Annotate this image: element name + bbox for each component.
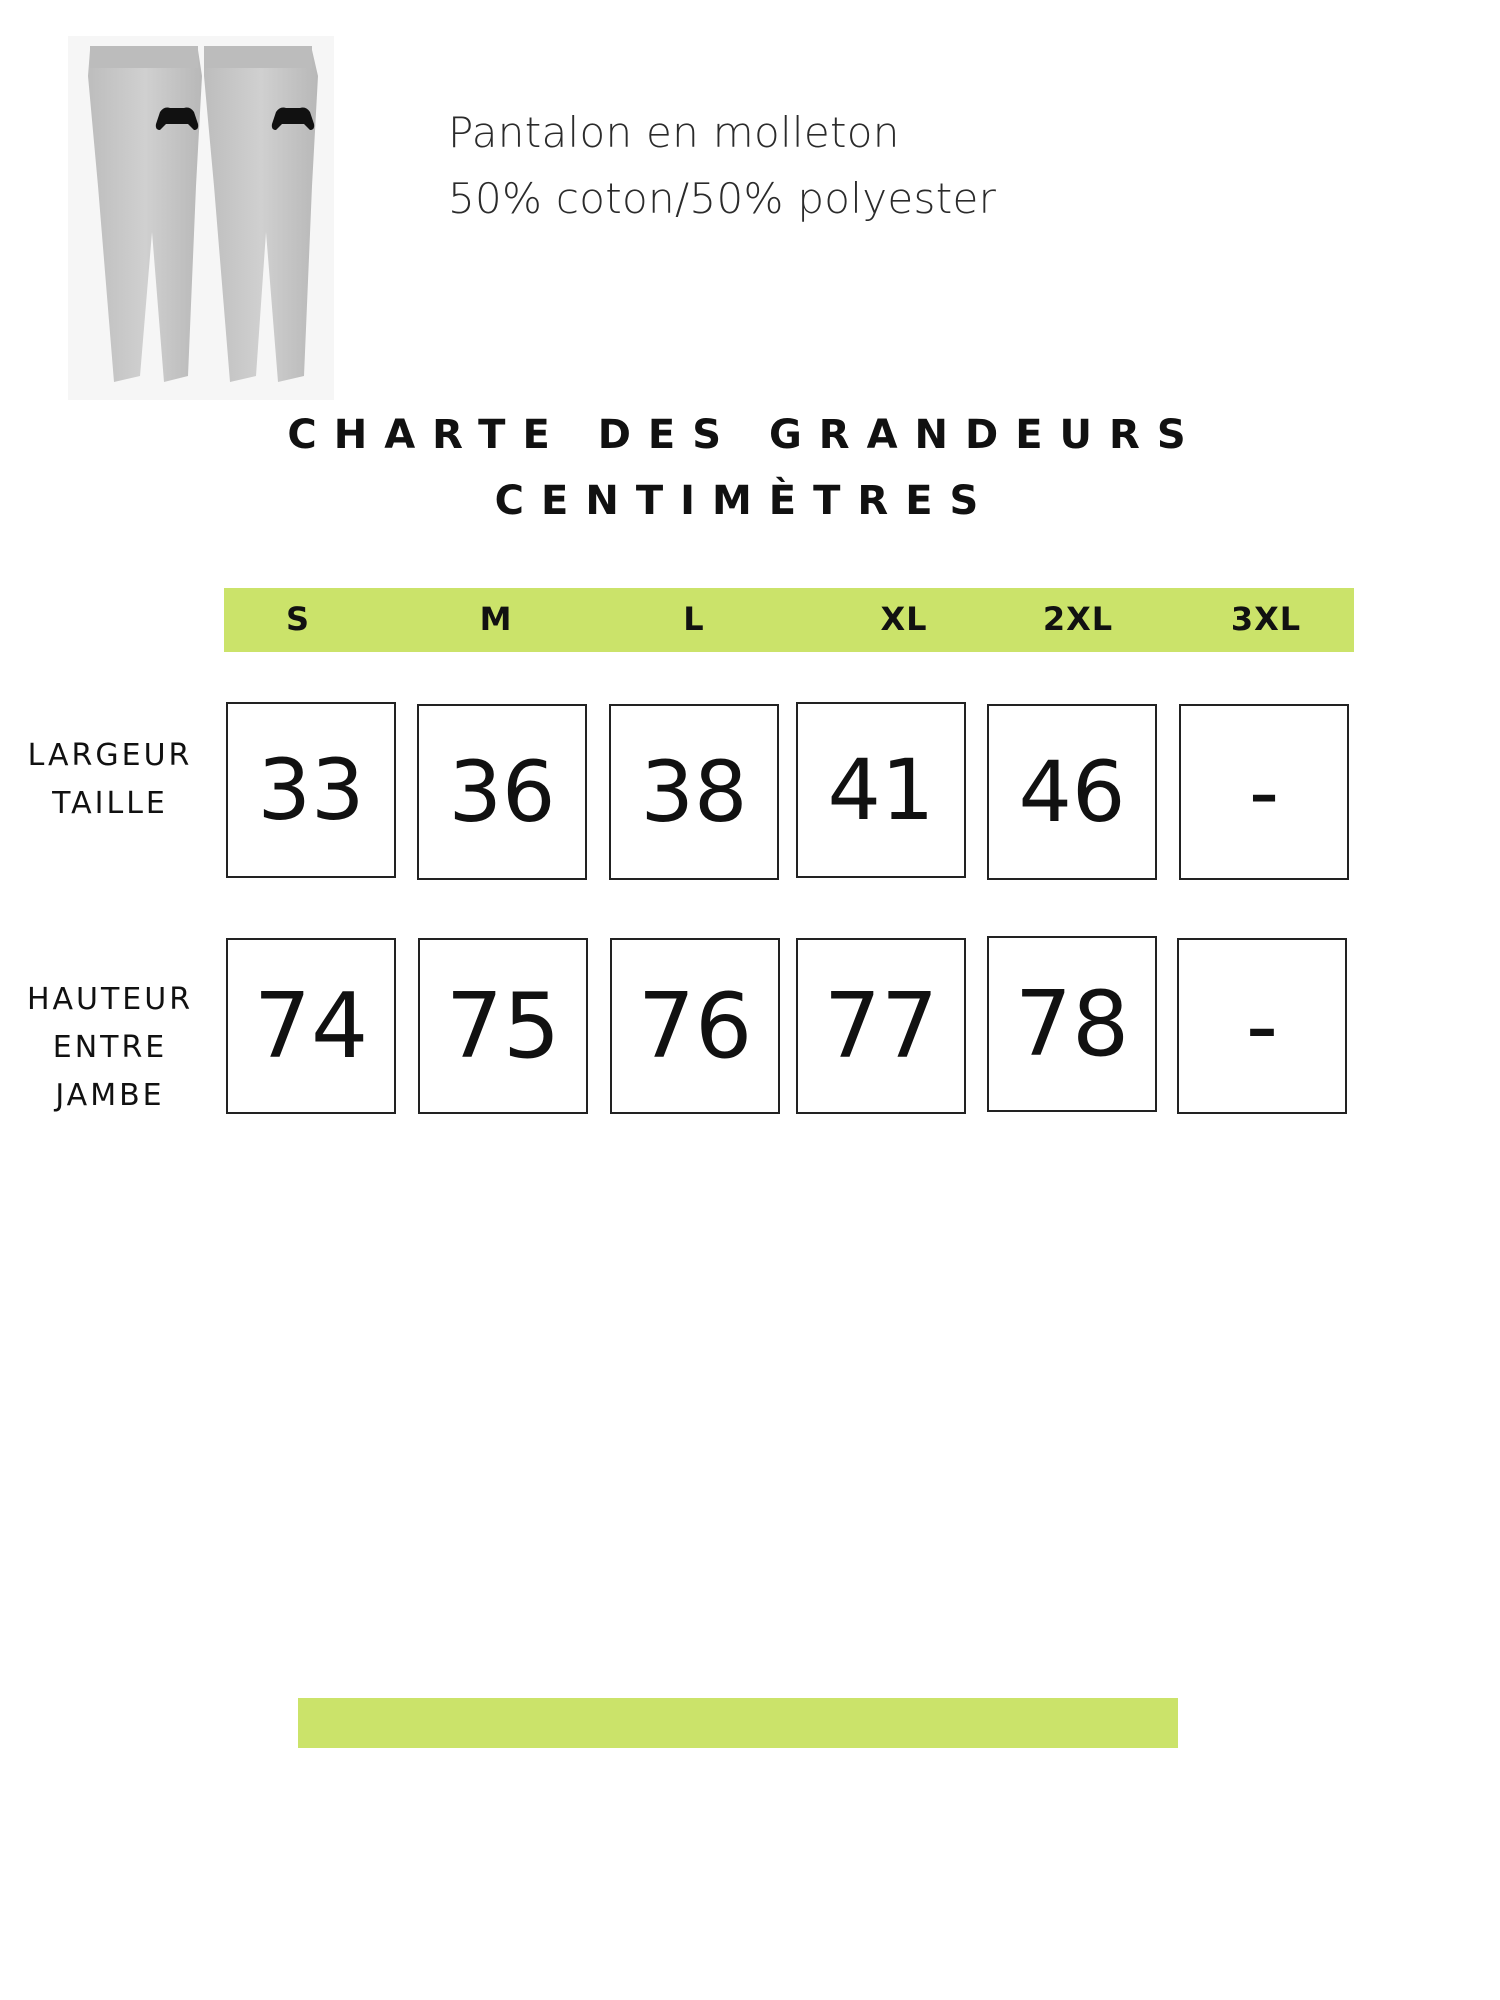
value-cell: 46 [987, 704, 1157, 880]
value-cell: 74 [226, 938, 396, 1114]
product-image [68, 36, 334, 400]
row-label-inseam [0, 976, 220, 1120]
value-cell: 33 [226, 702, 396, 878]
size-label-m: M [479, 600, 513, 638]
bottom-accent-bar [298, 1698, 1178, 1748]
product-description [448, 100, 996, 232]
size-label-s: S [285, 600, 311, 638]
size-label-2xl: 2XL [1042, 600, 1114, 638]
value-cell: 76 [610, 938, 780, 1114]
row-label-waist-width [0, 732, 220, 828]
value-cell: - [1177, 938, 1347, 1114]
row-label-line: TAILLE [52, 786, 168, 821]
value-cell: 41 [796, 702, 966, 878]
row-label-line: LARGEUR [27, 738, 193, 773]
size-label-3xl: 3XL [1230, 600, 1302, 638]
size-label-l: L [683, 600, 705, 638]
value-cell: 36 [417, 704, 587, 880]
chart-subtitle: CENTIMÈTRES [494, 478, 996, 524]
sweatpants-pair-icon [68, 36, 334, 400]
value-cell: 78 [987, 936, 1157, 1112]
value-cell: 38 [609, 704, 779, 880]
chart-title: CHARTE DES GRANDEURS [287, 412, 1203, 458]
row-label-line: JAMBE [55, 1078, 165, 1113]
value-cell: 75 [418, 938, 588, 1114]
size-header-band [224, 588, 1354, 652]
value-cell: 77 [796, 938, 966, 1114]
row-label-line: HAUTEUR [26, 982, 194, 1017]
description-line-1: Pantalon en molleton [448, 108, 900, 157]
value-cell: - [1179, 704, 1349, 880]
row-label-line: ENTRE [52, 1030, 168, 1065]
description-line-2: 50% coton/50% polyester [448, 174, 997, 223]
size-label-xl: XL [880, 600, 928, 638]
